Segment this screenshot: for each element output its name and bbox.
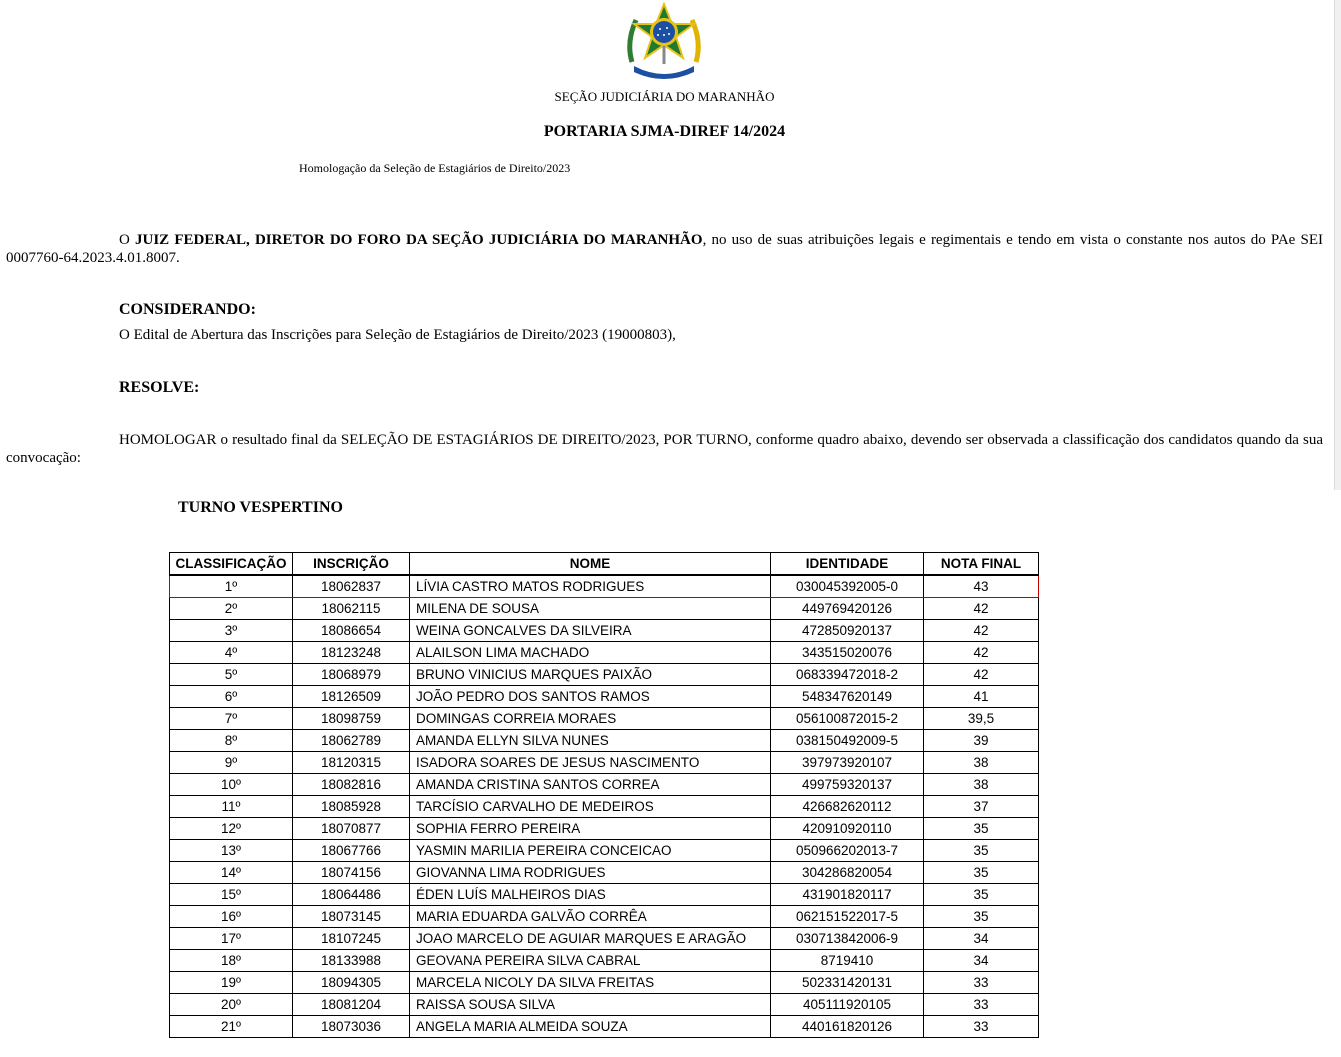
cell-identidade: 030713842006-9 bbox=[771, 928, 924, 950]
cell-nome: MILENA DE SOUSA bbox=[410, 598, 771, 620]
table-row bbox=[170, 752, 1039, 774]
cell-nota-final: 39 bbox=[924, 730, 1039, 752]
considerando-label: CONSIDERANDO: bbox=[119, 301, 256, 318]
cell-identidade: 472850920137 bbox=[771, 620, 924, 642]
cell-classificacao: 20º bbox=[170, 994, 293, 1016]
cell-classificacao: 21º bbox=[170, 1016, 293, 1038]
cell-nota-final: 42 bbox=[924, 664, 1039, 686]
cell-classificacao: 8º bbox=[170, 730, 293, 752]
cell-nota-final: 41 bbox=[924, 686, 1039, 708]
cell-inscricao: 18133988 bbox=[293, 950, 410, 972]
cell-inscricao: 18082816 bbox=[293, 774, 410, 796]
cell-nota-final: 42 bbox=[924, 620, 1039, 642]
header-nome: NOME bbox=[410, 553, 771, 576]
cell-nota-final: 34 bbox=[924, 928, 1039, 950]
cell-identidade: 502331420131 bbox=[771, 972, 924, 994]
table-row bbox=[170, 994, 1039, 1016]
cell-nota-final: 35 bbox=[924, 818, 1039, 840]
cell-inscricao: 18081204 bbox=[293, 994, 410, 1016]
cell-inscricao: 18126509 bbox=[293, 686, 410, 708]
opening-paragraph bbox=[6, 231, 1323, 267]
cell-nome: BRUNO VINICIUS MARQUES PAIXÃO bbox=[410, 664, 771, 686]
cell-nome: YASMIN MARILIA PEREIRA CONCEICAO bbox=[410, 840, 771, 862]
cell-nome: ÉDEN LUÍS MALHEIROS DIAS bbox=[410, 884, 771, 906]
cell-nome: TARCÍSIO CARVALHO DE MEDEIROS bbox=[410, 796, 771, 818]
table-header-row bbox=[170, 553, 1039, 576]
cell-identidade: 8719410 bbox=[771, 950, 924, 972]
cell-classificacao: 3º bbox=[170, 620, 293, 642]
cell-identidade: 397973920107 bbox=[771, 752, 924, 774]
table-row bbox=[170, 928, 1039, 950]
table-row bbox=[170, 664, 1039, 686]
cell-identidade: 440161820126 bbox=[771, 1016, 924, 1038]
cell-classificacao: 18º bbox=[170, 950, 293, 972]
resolve-label: RESOLVE: bbox=[119, 379, 200, 396]
cell-classificacao: 1º bbox=[170, 575, 293, 598]
cell-classificacao: 4º bbox=[170, 642, 293, 664]
cell-classificacao: 10º bbox=[170, 774, 293, 796]
coat-of-arms-icon bbox=[622, 2, 706, 82]
cell-nota-final: 43 bbox=[924, 575, 1039, 598]
cell-inscricao: 18073036 bbox=[293, 1016, 410, 1038]
cell-identidade: 038150492009-5 bbox=[771, 730, 924, 752]
results-table bbox=[169, 552, 1039, 1038]
cell-inscricao: 18074156 bbox=[293, 862, 410, 884]
cell-nota-final: 42 bbox=[924, 598, 1039, 620]
cell-nome: MARCELA NICOLY DA SILVA FREITAS bbox=[410, 972, 771, 994]
table-row bbox=[170, 840, 1039, 862]
cell-nome: RAISSA SOUSA SILVA bbox=[410, 994, 771, 1016]
cell-nome: GIOVANNA LIMA RODRIGUES bbox=[410, 862, 771, 884]
homologation-paragraph: HOMOLOGAR o resultado final da SELEÇÃO DE ESTAGIÁRIOS DE DIREITO/2023, POR TURNO, conforme quadro abaixo, devendo ser observada a classificação dos candidatos quando da sua convocação: bbox=[6, 432, 1323, 466]
table-row bbox=[170, 906, 1039, 928]
cell-inscricao: 18123248 bbox=[293, 642, 410, 664]
cell-inscricao: 18085928 bbox=[293, 796, 410, 818]
cell-nota-final: 33 bbox=[924, 1016, 1039, 1038]
cell-nome: JOÃO PEDRO DOS SANTOS RAMOS bbox=[410, 686, 771, 708]
cell-nota-final: 39,5 bbox=[924, 708, 1039, 730]
cell-nome: ALAILSON LIMA MACHADO bbox=[410, 642, 771, 664]
header-identidade: IDENTIDADE bbox=[771, 553, 924, 576]
cell-nome: ISADORA SOARES DE JESUS NASCIMENTO bbox=[410, 752, 771, 774]
table-row bbox=[170, 642, 1039, 664]
cell-nota-final: 42 bbox=[924, 642, 1039, 664]
table-row bbox=[170, 774, 1039, 796]
table-row bbox=[170, 708, 1039, 730]
document-subject: Homologação da Seleção de Estagiários de Direito/2023 bbox=[299, 161, 571, 175]
cell-inscricao: 18094305 bbox=[293, 972, 410, 994]
cell-inscricao: 18098759 bbox=[293, 708, 410, 730]
cell-nome: AMANDA ELLYN SILVA NUNES bbox=[410, 730, 771, 752]
table-row bbox=[170, 575, 1039, 598]
cell-identidade: 420910920110 bbox=[771, 818, 924, 840]
cell-inscricao: 18068979 bbox=[293, 664, 410, 686]
cell-classificacao: 13º bbox=[170, 840, 293, 862]
cell-inscricao: 18107245 bbox=[293, 928, 410, 950]
table-row bbox=[170, 1016, 1039, 1038]
cell-inscricao: 18120315 bbox=[293, 752, 410, 774]
table-row bbox=[170, 620, 1039, 642]
cell-nome: WEINA GONCALVES DA SILVEIRA bbox=[410, 620, 771, 642]
cell-classificacao: 11º bbox=[170, 796, 293, 818]
cell-classificacao: 14º bbox=[170, 862, 293, 884]
document-title: PORTARIA SJMA-DIREF 14/2024 bbox=[543, 123, 786, 140]
cell-inscricao: 18067766 bbox=[293, 840, 410, 862]
cell-identidade: 068339472018-2 bbox=[771, 664, 924, 686]
opening-lead: O bbox=[119, 232, 136, 248]
cell-nome: AMANDA CRISTINA SANTOS CORREA bbox=[410, 774, 771, 796]
cell-nota-final: 33 bbox=[924, 972, 1039, 994]
cell-inscricao: 18062789 bbox=[293, 730, 410, 752]
cell-nome: MARIA EDUARDA GALVÃO CORRÊA bbox=[410, 906, 771, 928]
table-row bbox=[170, 686, 1039, 708]
cell-identidade: 499759320137 bbox=[771, 774, 924, 796]
table-row bbox=[170, 972, 1039, 994]
cell-nome: DOMINGAS CORREIA MORAES bbox=[410, 708, 771, 730]
cell-identidade: 405111920105 bbox=[771, 994, 924, 1016]
header-classificacao: CLASSIFICAÇÃO bbox=[170, 553, 293, 576]
table-row bbox=[170, 884, 1039, 906]
organization-name: SEÇÃO JUDICIÁRIA DO MARANHÃO bbox=[554, 89, 775, 104]
cell-identidade: 426682620112 bbox=[771, 796, 924, 818]
cell-identidade: 431901820117 bbox=[771, 884, 924, 906]
cell-classificacao: 9º bbox=[170, 752, 293, 774]
cell-nome: LÍVIA CASTRO MATOS RODRIGUES bbox=[410, 575, 771, 598]
considerando-text: O Edital de Abertura das Inscrições para Seleção de Estagiários de Direito/2023 (19000803), bbox=[119, 327, 676, 343]
judge-title: JUIZ FEDERAL, DIRETOR DO FORO DA SEÇÃO JUDICIÁRIA DO MARANHÃO bbox=[135, 232, 703, 248]
header-nota-final: NOTA FINAL bbox=[924, 553, 1039, 576]
scrollbar-track[interactable] bbox=[1334, 0, 1341, 490]
cell-nota-final: 35 bbox=[924, 840, 1039, 862]
cell-nota-final: 38 bbox=[924, 774, 1039, 796]
cell-inscricao: 18064486 bbox=[293, 884, 410, 906]
cell-classificacao: 7º bbox=[170, 708, 293, 730]
cell-nota-final: 35 bbox=[924, 862, 1039, 884]
cell-nota-final: 37 bbox=[924, 796, 1039, 818]
cell-classificacao: 5º bbox=[170, 664, 293, 686]
cell-classificacao: 2º bbox=[170, 598, 293, 620]
cell-nome: GEOVANA PEREIRA SILVA CABRAL bbox=[410, 950, 771, 972]
cell-identidade: 062151522017-5 bbox=[771, 906, 924, 928]
cell-identidade: 548347620149 bbox=[771, 686, 924, 708]
cell-nome: SOPHIA FERRO PEREIRA bbox=[410, 818, 771, 840]
cell-nota-final: 35 bbox=[924, 884, 1039, 906]
cell-identidade: 050966202013-7 bbox=[771, 840, 924, 862]
cell-identidade: 304286820054 bbox=[771, 862, 924, 884]
cell-identidade: 030045392005-0 bbox=[771, 575, 924, 598]
table-row bbox=[170, 862, 1039, 884]
table-row bbox=[170, 598, 1039, 620]
cell-classificacao: 19º bbox=[170, 972, 293, 994]
cell-inscricao: 18062837 bbox=[293, 575, 410, 598]
cell-classificacao: 16º bbox=[170, 906, 293, 928]
cell-inscricao: 18073145 bbox=[293, 906, 410, 928]
cell-identidade: 449769420126 bbox=[771, 598, 924, 620]
cell-identidade: 343515020076 bbox=[771, 642, 924, 664]
cell-nota-final: 38 bbox=[924, 752, 1039, 774]
cell-classificacao: 17º bbox=[170, 928, 293, 950]
cell-classificacao: 12º bbox=[170, 818, 293, 840]
cell-nome: ANGELA MARIA ALMEIDA SOUZA bbox=[410, 1016, 771, 1038]
table-row bbox=[170, 730, 1039, 752]
shift-heading: TURNO VESPERTINO bbox=[178, 499, 343, 516]
cell-classificacao: 6º bbox=[170, 686, 293, 708]
cell-nota-final: 35 bbox=[924, 906, 1039, 928]
opening-rest: , no uso de suas atribuições legais e regimentais e tendo em vista o constante nos autos do PAe SEI 0007760-64.2023.4.01.8007. bbox=[6, 232, 1324, 266]
cell-identidade: 056100872015-2 bbox=[771, 708, 924, 730]
table-row bbox=[170, 796, 1039, 818]
table-row bbox=[170, 950, 1039, 972]
cell-inscricao: 18086654 bbox=[293, 620, 410, 642]
cell-nota-final: 34 bbox=[924, 950, 1039, 972]
table-row bbox=[170, 818, 1039, 840]
cell-classificacao: 15º bbox=[170, 884, 293, 906]
cell-inscricao: 18070877 bbox=[293, 818, 410, 840]
header-inscricao: INSCRIÇÃO bbox=[293, 553, 410, 576]
cell-nome: JOAO MARCELO DE AGUIAR MARQUES E ARAGÃO bbox=[410, 928, 771, 950]
cell-inscricao: 18062115 bbox=[293, 598, 410, 620]
cell-nota-final: 33 bbox=[924, 994, 1039, 1016]
